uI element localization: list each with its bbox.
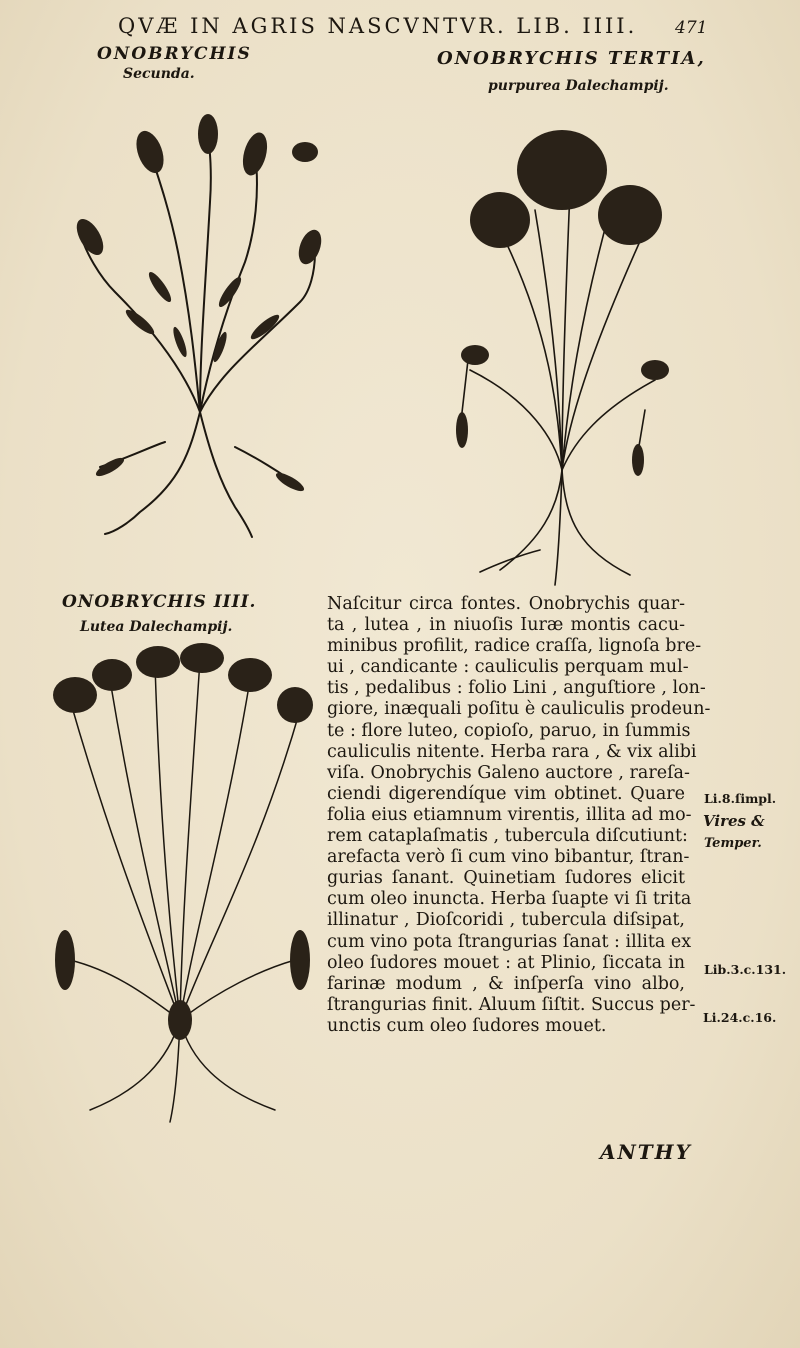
- text-line: arefacta verò ſi cum vino bibantur, ſtran-: [327, 847, 690, 868]
- margin-note-vires: Vires &: [703, 812, 765, 830]
- margin-note-reference: Lib.3.c.131.: [704, 962, 787, 977]
- text-line: folia eius etiamnum virentis, illita ad mo-: [327, 804, 692, 825]
- text-line: illinatur , Dioſcoridi , tubercula diſsipat,: [327, 910, 685, 931]
- plant-subtitle-secunda: Secunda.: [123, 66, 195, 82]
- text-line: ui , candicante : cauliculis perquam mul-: [327, 657, 689, 678]
- plant-title-quarta: ONOBRYCHIS IIII.: [62, 592, 257, 612]
- text-line: gurias ſanant. Quinetiam ſudores elicit: [327, 868, 685, 889]
- text-line: Naſcitur circa fontes. Onobrychis quar-: [327, 594, 685, 614]
- plant-title-tertia: ONOBRYCHIS TERTIA,: [437, 48, 706, 69]
- plant-subtitle-quarta: Lutea Dalechampij.: [80, 619, 233, 635]
- text-line: tis , pedalibus : folio Lini , anguſtiore , lon-: [327, 678, 706, 699]
- margin-note-reference: Li.8.ſimpl.: [704, 791, 777, 806]
- catchword: ANTHY: [600, 1140, 692, 1164]
- running-head: QVÆ IN AGRIS NASCVNTVR. LIB. IIII.: [118, 14, 638, 38]
- text-line: te : flore luteo, copioſo, paruo, in ſummis: [327, 720, 691, 741]
- text-line: viſa. Onobrychis Galeno auctore , rareſa-: [327, 762, 690, 783]
- descriptive-paragraph: [327, 594, 711, 1037]
- plant-title-secunda: ONOBRYCHIS: [97, 44, 252, 64]
- page-number: 471: [675, 18, 708, 38]
- text-line: rem cataplaſmatis , tubercula diſcutiunt:: [327, 826, 688, 847]
- text-line: minibus profilit, radice craſſa, lignoſa bre-: [327, 636, 702, 657]
- text-line: cum vino pota ſtrangurias ſanat : illita ex: [327, 931, 692, 952]
- text-line: cum oleo inuncta. Herba ſuapte vi ſi trita: [327, 889, 692, 910]
- margin-note-reference: Li.24.c.16.: [703, 1010, 777, 1025]
- text-line: giore, inæquali poſitu è cauliculis prodeun-: [327, 699, 711, 720]
- text-line: ciendi digerendíque vim obtinet. Quare: [327, 783, 685, 804]
- text-line: oleo ſudores mouet : at Plinio, ſiccata in: [327, 952, 685, 973]
- text-line: farinæ modum , & inſperſa vino albo,: [327, 973, 685, 994]
- margin-note-temper: Temper.: [704, 836, 762, 851]
- woodcut-onobrychis-quarta: [50, 640, 315, 1125]
- text-line: unctis cum oleo ſudores mouet.: [327, 1015, 607, 1036]
- text-line: ſtrangurias finit. Aluum ſiſtit. Succus per-: [327, 994, 696, 1015]
- plant-subtitle-tertia: purpurea Dalechampij.: [488, 78, 669, 94]
- woodcut-onobrychis-tertia: [440, 110, 685, 590]
- woodcut-onobrychis-secunda: [60, 112, 330, 542]
- text-line: ta , lutea , in niuoſis Iuræ montis cacu-: [327, 615, 685, 636]
- text-line: cauliculis nitente. Herba rara , & vix alibi: [327, 741, 697, 762]
